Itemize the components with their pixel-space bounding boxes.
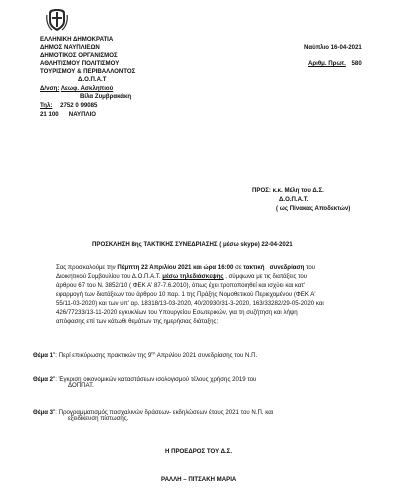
agenda-item-3: Θέμα $3^o$: Προγραμματισμός πασχαλινών δράσεων- εκδηλώσεων έτους 2021 του Ν.Π. και [33,407,274,417]
address-value: Λεωφ. Ασκληπιού [60,85,114,92]
org-line-organization: ΔΗΜΟΤΙΚΟΣ ΟΡΓΑΝΙΣΜΟΣ [40,52,118,59]
agenda-item-label: Θέμα 1 [33,352,54,360]
agenda-item-label: Θέμα 3 [33,409,54,417]
address-row [40,85,113,93]
invitation-title: ΠΡΟΣΚΛΗΣΗ 8ης ΤΑΚΤΙΚΗΣ ΣΥΝΕΔΡΙΑΣΗΣ ( μέσω skype) 22-04-2021 [92,241,293,248]
document-date: Ναύπλιο 16-04-2021 [304,44,362,51]
body-line-4: εφαρμογή των διατάξεων του άρθρου 10 παρ. 1 της Πράξης Νομοθετικού Περιεχομένου (ΦΕΚ Α' [56,291,316,298]
agenda-item-2-cont: ΔΟΠΠΑΤ. [68,382,94,389]
phone-row [40,102,97,110]
org-line-acronym: Δ.Ο.Π.Α.Τ [78,76,107,83]
agenda-item-3-cont: εξειδίκευση πίστωσης. [68,415,129,422]
protocol-row [308,60,362,68]
agenda-item-2: Θέμα $2^o$: Έγκριση οικονομικών καταστάσεων ισολογισμού τέλους χρήσης 2019 του [33,374,257,384]
agenda-item-1: Θέμα $1^o$: Περί επικύρωσης πρακτικών της $9^{\eta\varsigma}$ Απριλίου 2021 συνεδρίασης του Ν.Π. [33,350,258,360]
signature-role: Η ΠΡΟΕΔΡΟΣ ΤΟΥ Δ.Σ. [165,448,233,455]
body-line-7: απόφασης επί των κάτωθι θεμάτων της ημερήσιας διάταξης: [56,318,219,325]
protocol-number: 580 [351,60,362,67]
signature-name: ΡΑΛΛΗ – ΠΙΤΣΑΚΗ ΜΑΡΙΑ [161,476,237,483]
recipient-line2: Δ.Ο.Π.Α.Τ. [279,196,309,203]
greek-coat-of-arms-icon [46,7,68,33]
recipient-line1: ΠΡΟΣ: κ.κ. Μέλη του Δ.Σ. [252,187,324,194]
body-line-1: Σας προσκαλούμε την Πέμπτη 22 Απριλίου 2021 και ώρα 16:00 σε τακτική συνεδρίαση του [56,264,316,271]
org-line-sport-culture: ΑΘΛΗΤΙΣΜΟΥ ΠΟΛΙΤΙΣΜΟΥ [40,60,120,67]
body-line-6: 426/77233/13-11-2020 εγκυκλίων του Υπουργείου Εσωτερικών, για τη συζήτηση και λήψη [56,309,298,316]
address-label: Δ/νση: [40,85,60,92]
org-line-municipality: ΔΗΜΟΣ ΝΑΥΠΛΙΕΩΝ [40,44,100,51]
recipient-line3: ( ως Πίνακας Αποδεκτών) [276,205,351,212]
protocol-label: Αριθμ. Πρωτ. [308,60,346,67]
phone-value: 2752 0 99085 [60,102,98,109]
org-line-tourism-environment: ΤΟΥΡΙΣΜΟΥ & ΠΕΡΙΒΑΛΛΟΝΤΟΣ [40,68,136,75]
body-line-2: Διοικητικού Συμβουλίου του Δ.Ο.Π.Α.Τ. μέσω τηλεδιάσκεψης , σύμφωνα με τις διατάξεις του [56,273,308,280]
postal-line: 21 100 ΝΑΥΠΛΙΟ [40,111,97,118]
phone-label: Τηλ: [40,102,53,109]
body-line-5: 55/11-03-2020) και των υπ' αρ. 18318/13-03-2020, 40/20930/31-3-2020, 163/33282/29-05-2020 και [56,300,324,307]
body-line-3: άρθρου 67 του Ν. 3852/10 ( ΦΕΚ Α' 87-7.6.2010), όπως έχει τροποποιηθεί και ισχύει και κατ' [56,282,305,289]
org-line-republic: ΕΛΛΗΝΙΚΗ ΔΗΜΟΚΡΑΤΙΑ [40,36,114,43]
address-line2: Βίλα Ζυμβρακάκη [80,93,132,100]
agenda-item-label: Θέμα 2 [33,376,54,384]
